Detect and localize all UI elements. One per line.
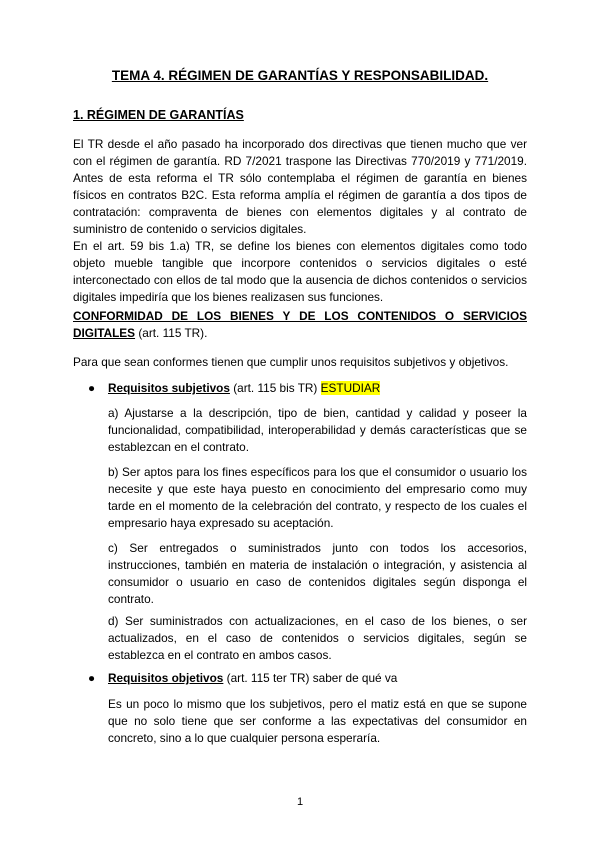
item-a: a) Ajustarse a la descripción, tipo de bien, cantidad y calidad y poseer la funcionalidad, compatibilidad, interoperabilidad y demás características que se establezcan en el contrato.: [108, 406, 527, 454]
item-d: d) Ser suministrados con actualizaciones, en el caso de los bienes, o ser actualizados, en el caso de contenidos o servicios digitales, según se establezca en el contrato en ambos casos.: [108, 614, 527, 662]
bullet-label: Requisitos objetivos: [108, 671, 224, 685]
bullet-text: [108, 380, 380, 397]
paragraph-definition: En el art. 59 bis 1.a) TR, se define los bienes con elementos digitales como todo objeto mueble tangible que incorpore contenidos o servicios digitales o esté interconectado con ellos de tal modo que la ausencia de dichos contenidos o servicios digitales impediría que los bienes realizasen sus funciones.: [73, 239, 527, 304]
paragraph-objetivos: Es un poco lo mismo que los subjetivos, pero el matiz está en que se supone que no solo tiene que ser conforme a las expectativas del consumidor en concreto, sino a lo que cualquier persona esperaría.: [108, 697, 527, 745]
bullet-text: [108, 670, 397, 687]
item-b: b) Ser aptos para los fines específicos para los que el consumidor o usuario los necesite y que este haya puesto en conocimiento del empresario como muy tarde en el momento de la celebración del contrato, y respecto de los cuales el empresario haya expresado su aceptación.: [108, 465, 527, 530]
paragraph-requisitos: Para que sean conformes tienen que cumplir unos requisitos subjetivos y objetivos.: [73, 355, 509, 369]
bullet-icon: ●: [88, 381, 96, 395]
document-title: TEMA 4. RÉGIMEN DE GARANTÍAS Y RESPONSABILIDAD.: [111, 68, 489, 83]
page-number: 1: [296, 796, 304, 808]
conformidad-ref: (art. 115 TR).: [135, 326, 208, 340]
section-heading: 1. RÉGIMEN DE GARANTÍAS: [73, 108, 244, 122]
highlight-estudiar: ESTUDIAR: [320, 381, 381, 395]
conformidad-paragraph: [73, 308, 527, 342]
bullet-ref: (art. 115 bis TR): [229, 381, 321, 395]
bullet-label: Requisitos subjetivos: [108, 381, 230, 395]
paragraph-intro: El TR desde el año pasado ha incorporado dos directivas que tienen mucho que ver con el régimen de garantía. RD 7/2021 traspone las Directivas 770/2019 y 771/2019. Antes de esta reforma el TR sólo contemplaba el régimen de garantía en bienes físicos en contratos B2C. Esta reforma amplía el régimen de garantía a dos tipos de contratación: compraventa de bienes con elementos digitales y al contrato de suministro de contenido o servicios digitales.: [73, 137, 527, 236]
bullet-icon: ●: [88, 671, 96, 685]
item-c: c) Ser entregados o suministrados junto con todos los accesorios, instrucciones, también en materia de instalación o integración, y asistencia al consumidor o usuario en caso de contenidos digitales según disponga el contrato.: [108, 541, 527, 606]
bullet-ref: (art. 115 ter TR) saber de qué va: [223, 671, 398, 685]
conformidad-heading: CONFORMIDAD DE LOS BIENES Y DE LOS CONTENIDOS O SERVICIOS DIGITALES: [73, 309, 527, 340]
